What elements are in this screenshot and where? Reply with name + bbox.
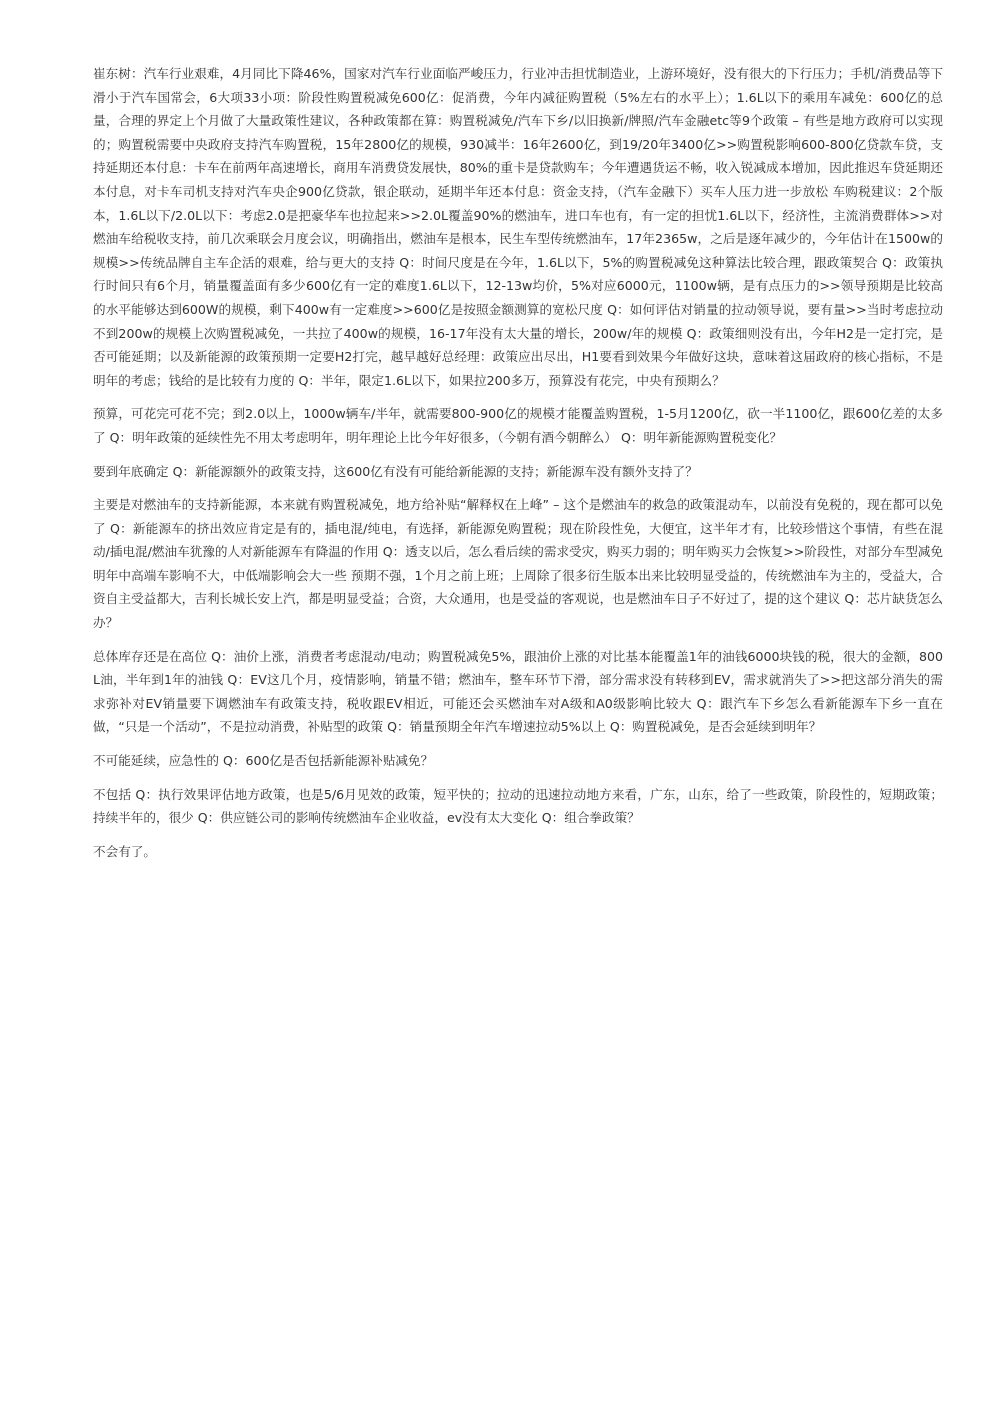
- paragraph-6: 不可能延续，应急性的 Q：600亿是否包括新能源补贴减免？: [93, 753, 434, 769]
- paragraph-7: 不包括 Q：执行效果评估地方政策，也是5/6月见效的政策，短平快的；拉动的迅速拉动地方来看，广东，山东，给了一些政策，阶段性的，短期政策；持续半年的，很少 Q：供应链公司的影响传统燃油车企业收益，ev没有太大变化 Q：组合拳政策？: [93, 786, 943, 826]
- paragraph-5: 总体库存还是在高位 Q：油价上涨，消费者考虑混动/电动；购置税减免5%，跟油价上涨的对比基本能覆盖1年的油钱6000块钱的税，很大的金额，800L油，半年到1年的油钱 Q：EV这几个月，疫情影响，销量不错；燃油车，整车环节下滑，部分需求没有转移到EV，需求就消失了>>把这部分消失的需求弥补对EV销量要下调燃油车有政策支持，税收跟EV相近，可能还会买燃油车对A级和A0级影响比较大 Q：跟汽车下乡怎么看新能源车下乡一直在做，“只是一个活动”，不是拉动消费，补贴型的政策 Q：销量预期全年汽车增速拉动5%以上 Q：购置税减免，是否会延续到明年？: [93, 648, 943, 735]
- paragraph-1: 崔东树：汽车行业艰难，4月同比下降46%，国家对汽车行业面临严峻压力，行业冲击担忧制造业，上游环境好，没有很大的下行压力；手机/消费品等下滑小于汽车国常会，6大项33小项：阶段性购置税减免600亿：促消费，今年内减征购置税（5%左右的水平上）；1.6L以下的乘用车减免：600亿的总量，合理的界定上个月做了大量政策性建议，各种政策都在算：购置税减免/汽车下乡/以旧换新/牌照/汽车金融etc等9个政策 – 有些是地方政府可以实现的；购置税需要中央政府支持汽车购置税，15年2800亿的规模，930减半：16年2600亿，到19/20年3400亿>>购置税影响600-800亿贷款车贷，支持延期还本付息：卡车在前两年高速增长，商用车消费贷发展快，80%的重卡是贷款购车；今年遭遇货运不畅，收入锐减成本增加，因此推迟车贷延期还本付息，对卡车司机支持对汽车央企900亿贷款，银企联动，延期半年还本付息：资金支持，（汽车金融下）买车人压力进一步放松 车购税建议：2个版本，1.6L以下/2.0L以下：考虑2.0是把豪华车也拉起来>>2.0L覆盖90%的燃油车，进口车也有，有一定的担忧1.6L以下，经济性，主流消费群体>>对燃油车给税收支持，前几次乘联会月度会议，明确指出，燃油车是根本，民生车型传统燃油车，17年2365w，之后是逐年减少的，今年估计在1500w的规模>>传统品牌自主车企活的艰难，给与更大的支持 Q：时间尺度是在今年，1.6L以下，5%的购置税减免这种算法比较合理，跟政策契合 Q：政策执行时间只有6个月，销量覆盖面有多少600亿有一定的难度1.6L以下，12-13w均价，5%对应6000元，1100w辆，是有点压力的>>领导预期是比较高的水平能够达到600W的规模，剩下400w有一定难度>>600亿是按照金额测算的宽松尺度 Q：如何评估对销量的拉动领导说，要有量>>当时考虑拉动不到200w的规模上次购置税减免，一共拉了400w的规模，16-17年没有太大量的增长，200w/年的规模 Q：政策细则没有出，今年H2是一定打完，是否可能延期；以及新能源的政策预期一定要H2打完，越早越好总经理：政策应出尽出，H1要看到效果今年做好这块，意味着这届政府的核心指标，不是明年的考虑；钱给的是比较有力度的 Q：半年，限定1.6L以下，如果拉200多万，预算没有花完，中央有预期么？: [93, 66, 943, 388]
- paragraph-8: 不会有了。: [93, 843, 156, 859]
- paragraph-2: 预算，可花完可花不完；到2.0以上，1000w辆车/半年，就需要800-900亿的规模才能覆盖购置税，1-5月1200亿，砍一半1100亿，跟600亿差的太多了 Q：明年政策的延续性先不用太考虑明年，明年理论上比今年好很多，（今朝有酒今朝醉么） Q：明年新能源购置税变化？: [93, 406, 943, 445]
- paragraph-3: 要到年底确定 Q：新能源额外的政策支持，这600亿有没有可能给新能源的支持；新能源车没有额外支持了？: [93, 463, 698, 479]
- document-body: [93, 62, 943, 873]
- paragraph-4: 主要是对燃油车的支持新能源，本来就有购置税减免，地方给补贴“解释权在上峰” – 这个是燃油车的救急的政策混动车，以前没有免税的，现在都可以免了 Q：新能源车的挤出效应肯定是有的，插电混/纯电，有选择，新能源免购置税；现在阶段性免，大便宜，这半年才有，比较珍惜这个事情，有些在混动/插电混/燃油车犹豫的人对新能源车有降温的作用 Q：透支以后，怎么看后续的需求受灾，购买力弱的；明年购买力会恢复>>阶段性，对部分车型减免明年中高端车影响不大，中低端影响会大一些 预期不强，1个月之前上班；上周除了很多衍生版本出来比较明显受益的，传统燃油车为主的，受益大，合资自主受益都大，吉利长城长安上汽，都是明显受益；合资，大众通用，也是受益的客观说，也是燃油车日子不好过了，提的这个建议 Q：芯片缺货怎么办？: [93, 497, 943, 631]
